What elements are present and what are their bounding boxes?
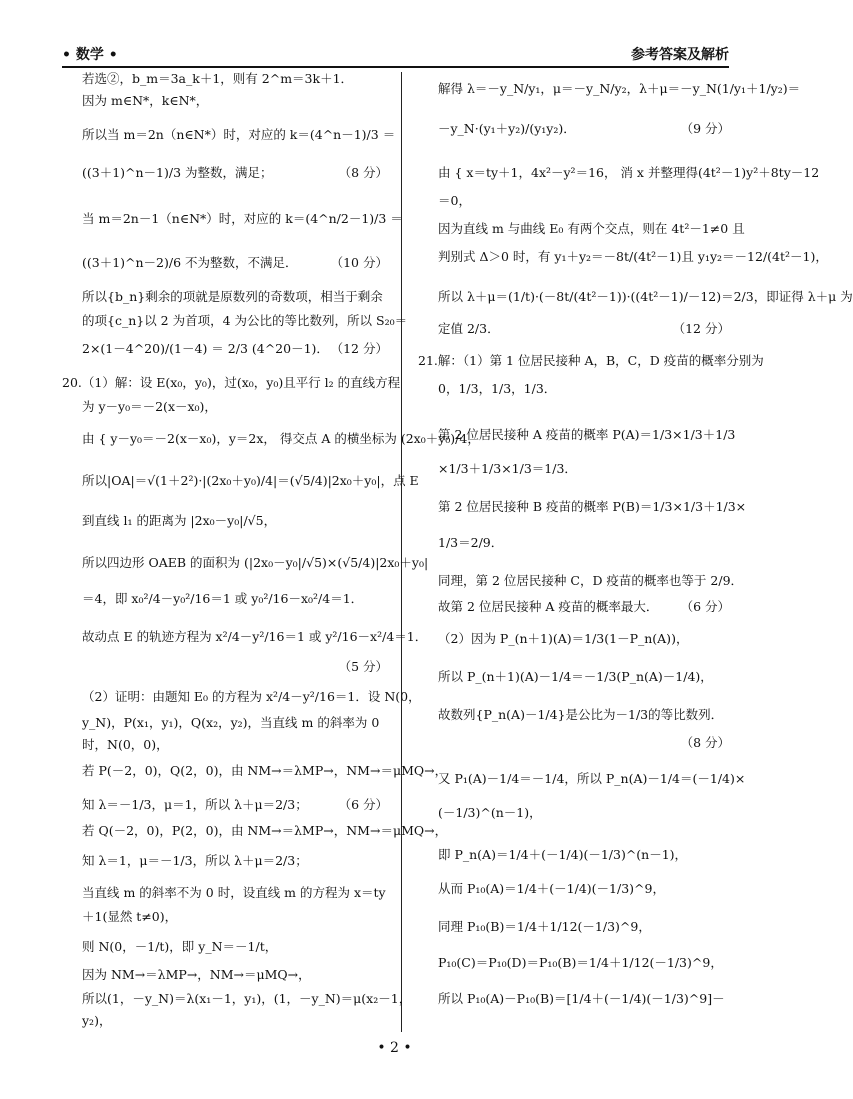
line-text: 因为直线 m 与曲线 E₀ 有两个交点，则在 4t²－1≠0 且 (438, 221, 745, 236)
line-text: 的项{c_n}以 2 为首项，4 为公比的等比数列，所以 S₂₀＝ (82, 313, 408, 328)
text-line (418, 288, 853, 306)
score-points: （12 分） (672, 321, 730, 336)
line-text: ×1/3＋1/3×1/3＝1/3． (438, 461, 577, 476)
text-line (418, 954, 730, 972)
text-line (418, 164, 820, 182)
line-text: 所以(1，－y_N)＝λ(x₁－1，y₁)，(1，－y_N)＝μ(x₂－1， (82, 991, 412, 1006)
score-points: （6 分） (680, 599, 730, 614)
line-text: P₁₀(C)＝P₁₀(D)＝P₁₀(B)＝1/4＋1/12(－1/3)^9， (438, 955, 723, 970)
line-text: －y_N·(y₁＋y₂)/(y₁y₂)． (438, 121, 576, 136)
line-text: 所以 P_(n＋1)(A)－1/4＝－1/3(P_n(A)－1/4)， (438, 669, 713, 684)
score-points: （9 分） (680, 121, 730, 136)
text-line (418, 572, 744, 590)
page-header (62, 44, 729, 66)
text-line (62, 736, 388, 754)
subject-label: • 数学 • (62, 47, 118, 63)
text-line (62, 688, 421, 706)
text-line (418, 192, 730, 210)
line-text: 所以 λ＋μ＝(1/t)·(－8t/(4t²－1))·((4t²－1)/－12)＝2/3，即证得 λ＋μ 为 (438, 289, 853, 304)
line-text: 即 P_n(A)＝1/4＋(－1/4)(－1/3)^(n－1)， (438, 847, 688, 862)
text-line (62, 590, 388, 608)
line-text: 同理 P₁₀(B)＝1/4＋1/12(－1/3)^9， (438, 919, 651, 934)
line-text: （2）因为 P_(n＋1)(A)＝1/3(1－P_n(A))， (438, 631, 689, 646)
line-text: 到直线 l₁ 的距离为 |2x₀－y₀|/√5， (82, 513, 277, 528)
text-line (418, 352, 764, 370)
text-line (62, 822, 448, 840)
score-points: （5 分） (338, 659, 388, 674)
text-line (62, 990, 412, 1008)
text-line (62, 966, 388, 984)
line-text: 故数列{P_n(A)－1/4}是公比为－1/3的等比数列． (438, 707, 724, 722)
line-text: 所以当 m＝2n（n∈N*）时，对应的 k＝(4^n－1)/3 ＝ (82, 127, 396, 142)
text-line (418, 990, 730, 1008)
text-line (418, 120, 730, 138)
text-line (62, 340, 388, 358)
line-text: ＋1(显然 t≠0)， (82, 909, 178, 924)
text-line (62, 70, 388, 88)
text-line (62, 512, 388, 530)
score-points: （8 分） (680, 735, 730, 750)
line-text: ((3＋1)^n－1)/3 为整数，满足； (82, 165, 273, 180)
line-text: 所以|OA|＝√(1＋2²)·|(2x₀＋y₀)/4|＝(√5/4)|2x₀＋y₀|，点 E (82, 473, 419, 488)
text-line (62, 92, 388, 110)
section-title: 参考答案及解析 (631, 47, 729, 63)
line-text: y_N)，P(x₁，y₁)，Q(x₂，y₂)，当直线 m 的斜率为 0 (82, 715, 380, 730)
text-line (62, 210, 403, 228)
line-text: 由 { x＝ty＋1，4x²－y²＝16， 消 x 并整理得(4t²－1)y²＋8ty－12 (438, 165, 820, 180)
line-text: 由 { y－y₀＝－2(x－x₀)，y＝2x， 得交点 A 的横坐标为 (2x₀＋y₀)/4， (82, 431, 480, 446)
line-text: ((3＋1)^n－2)/6 不为整数，不满足． (82, 255, 298, 270)
text-line (62, 908, 388, 926)
text-line (418, 630, 730, 648)
score-points: （6 分） (338, 797, 388, 812)
line-text: 所以{b_n}剩余的项就是原数列的奇数项，相当于剩余 (82, 289, 383, 304)
text-line (62, 288, 388, 306)
line-text: 定值 2/3． (438, 321, 500, 336)
line-text: 知 λ＝－1/3，μ＝1，所以 λ＋μ＝2/3； (82, 797, 308, 812)
line-text: 第 2 位居民接种 A 疫苗的概率 P(A)＝1/3×1/3＋1/3 (438, 427, 736, 442)
text-line (62, 852, 388, 870)
text-line (418, 320, 730, 338)
line-text: 1/3＝2/9． (438, 535, 504, 550)
line-text: y₂)， (82, 1013, 112, 1028)
text-line (418, 846, 730, 864)
line-text: 从而 P₁₀(A)＝1/4＋(－1/4)(－1/3)^9， (438, 881, 665, 896)
line-text: 第 2 位居民接种 B 疫苗的概率 P(B)＝1/3×1/3＋1/3× (438, 499, 747, 514)
page-number: • 2 • (377, 1040, 412, 1056)
line-text: 时，N(0，0)， (82, 737, 169, 752)
line-text: ＝4，即 x₀²/4－y₀²/16＝1 或 y₀²/16－x₀²/4＝1． (82, 591, 364, 606)
text-line (62, 374, 401, 392)
text-line (418, 804, 730, 822)
text-line (418, 380, 730, 398)
line-text: 若 Q(－2，0)，P(2，0)，由 NM→＝λMP→，NM→＝μMQ→， (82, 823, 448, 838)
line-text: 因为 m∈N*，k∈N*， (82, 93, 209, 108)
line-text: 故第 2 位居民接种 A 疫苗的概率最大． (438, 599, 659, 614)
text-line (62, 398, 388, 416)
text-line (418, 426, 736, 444)
line-text: 21.解：（1）第 1 位居民接种 A，B，C，D 疫苗的概率分别为 (418, 353, 764, 368)
line-text: 所以四边形 OAEB 的面积为 (|2x₀－y₀|/√5)×(√5/4)|2x₀＋y₀| (82, 555, 429, 570)
text-line (418, 248, 828, 266)
line-text: (－1/3)^(n－1)， (438, 805, 542, 820)
text-line (418, 668, 730, 686)
line-text: 判别式 Δ＞0 时，有 y₁＋y₂＝－8t/(4t²－1)且 y₁y₂＝－12/(4t²－1)， (438, 249, 828, 264)
line-text: 若选②，b_m＝3a_k＋1，则有 2^m＝3k＋1． (82, 71, 354, 86)
text-line (62, 430, 480, 448)
score-points: （8 分） (338, 165, 388, 180)
text-line (418, 534, 730, 552)
text-line (62, 164, 388, 182)
text-line (418, 918, 730, 936)
score-points: （12 分） (330, 341, 388, 356)
score-points: （10 分） (330, 255, 388, 270)
line-text: 20.（1）解：设 E(x₀，y₀)，过(x₀，y₀)且平行 l₂ 的直线方程 (62, 375, 401, 390)
text-line (62, 884, 388, 902)
line-text: 同理，第 2 位居民接种 C，D 疫苗的概率也等于 2/9． (438, 573, 744, 588)
line-text: 所以 P₁₀(A)－P₁₀(B)＝[1/4＋(－1/4)(－1/3)^9]－ (438, 991, 725, 1006)
line-text: 若 P(－2，0)，Q(2，0)，由 NM→＝λMP→，NM→＝μMQ→， (82, 763, 448, 778)
line-text: 解得 λ＝－y_N/y₁，μ＝－y_N/y₂，λ＋μ＝－y_N(1/y₁＋1/y₂)＝ (438, 81, 801, 96)
text-line (62, 938, 388, 956)
header-rule (62, 66, 729, 68)
text-line (62, 126, 396, 144)
line-text: 知 λ＝1，μ＝－1/3，所以 λ＋μ＝2/3； (82, 853, 308, 868)
line-text: ＝0， (438, 193, 471, 208)
text-line (418, 460, 730, 478)
text-line (62, 554, 429, 572)
text-line (62, 1012, 388, 1030)
line-text: 故动点 E 的轨迹方程为 x²/4－y²/16＝1 或 y²/16－x²/4＝1． (82, 629, 428, 644)
line-text: 2×(1－4^20)/(1－4) ＝ 2/3 (4^20－1)． (82, 341, 329, 356)
text-line (62, 472, 419, 490)
text-line (418, 220, 745, 238)
line-text: 0，1/3，1/3，1/3． (438, 381, 557, 396)
text-line (418, 770, 746, 788)
text-line (418, 706, 730, 724)
line-text: 为 y－y₀＝－2(x－x₀)， (82, 399, 217, 414)
line-text: 当 m＝2n－1（n∈N*）时，对应的 k＝(4^n/2－1)/3 ＝ (82, 211, 403, 226)
text-line (418, 498, 747, 516)
text-line (62, 312, 408, 330)
line-text: 则 N(0，－1/t)，即 y_N＝－1/t， (82, 939, 278, 954)
text-line (62, 254, 388, 272)
text-line (418, 880, 730, 898)
text-line (62, 762, 448, 780)
text-line (418, 598, 730, 616)
line-text: 又 P₁(A)－1/4＝－1/4，所以 P_n(A)－1/4＝(－1/4)× (438, 771, 746, 786)
text-line (62, 628, 428, 646)
line-text: （2）证明：由题知 E₀ 的方程为 x²/4－y²/16＝1．设 N(0， (82, 689, 421, 704)
text-line (418, 80, 801, 98)
text-line (62, 796, 388, 814)
line-text: 因为 NM→＝λMP→，NM→＝μMQ→， (82, 967, 311, 982)
line-text: 当直线 m 的斜率不为 0 时，设直线 m 的方程为 x＝ty (82, 885, 386, 900)
text-line (62, 714, 388, 732)
